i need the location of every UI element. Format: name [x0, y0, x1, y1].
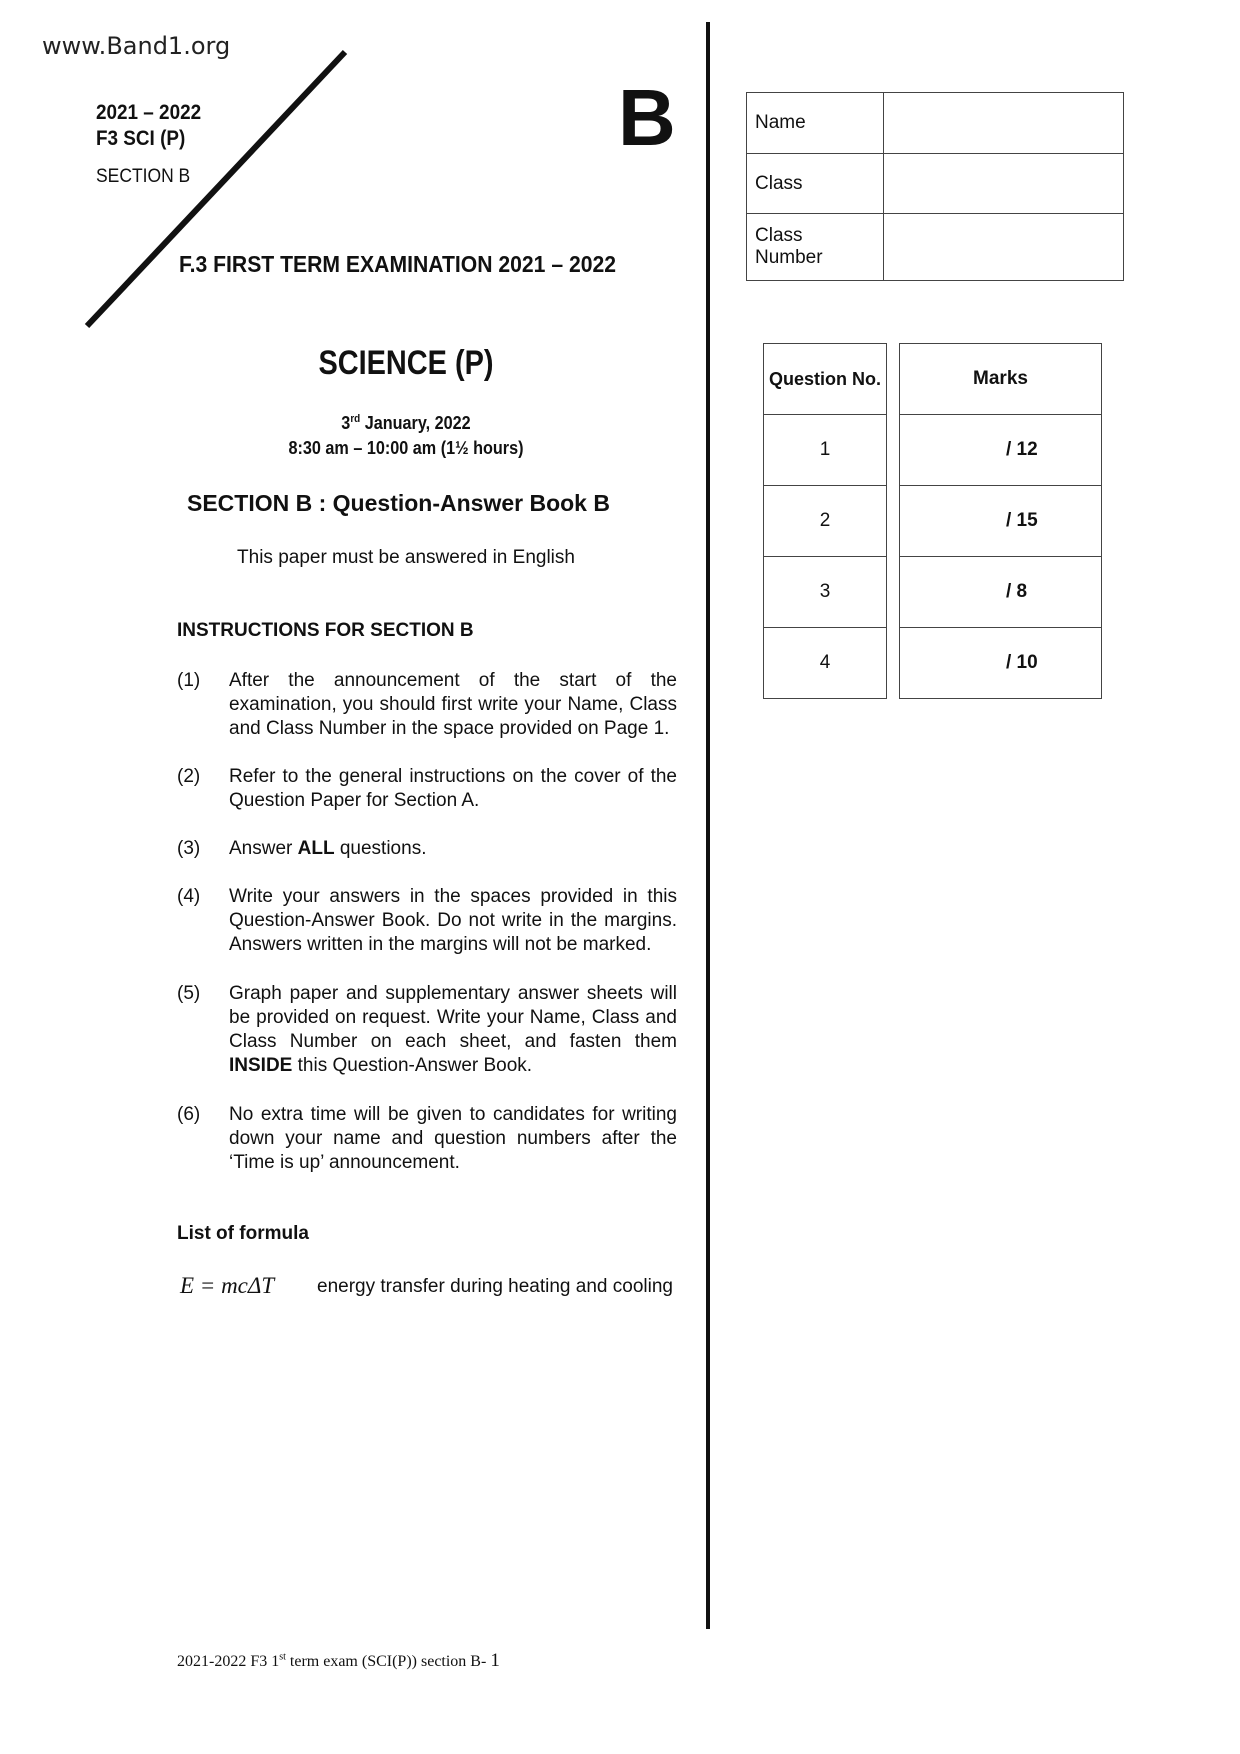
item-text: Refer to the general instructions on the cover of the Question Paper for Section A.: [229, 766, 677, 811]
item-text: Answer ALL questions.: [229, 838, 427, 859]
marks-cell[interactable]: / 10: [900, 628, 1102, 699]
marks-cell[interactable]: / 8: [900, 557, 1102, 628]
date-sup: rd: [350, 413, 361, 425]
exam-time: 8:30 am – 10:00 am (1½ hours): [288, 438, 524, 458]
item-number: (3): [177, 838, 201, 859]
instructions-heading: INSTRUCTIONS FOR SECTION B: [177, 620, 474, 641]
marks-cell[interactable]: / 15: [900, 486, 1102, 557]
item-number: (1): [177, 670, 201, 691]
date-rest: January, 2022: [360, 413, 471, 433]
exam-title: F.3 FIRST TERM EXAMINATION 2021 – 2022: [179, 251, 617, 277]
question-cell: 2: [764, 486, 887, 557]
header-years: 2021 – 2022: [96, 101, 202, 124]
student-info-table: [746, 92, 1124, 281]
class-label: Class: [747, 154, 884, 214]
formula-heading: List of formula: [177, 1223, 309, 1244]
item-text: Graph paper and supplementary answer sheets will be provided on request. Write your Name, Class and Class Number on each sheet, and fasten them INSIDE this Question-Answer Book.: [229, 983, 677, 1076]
item-text: No extra time will be given to candidates for writing down your name and question numbers after the ‘Time is up’ announcement.: [229, 1104, 677, 1173]
header-code: F3 SCI (P): [96, 127, 186, 150]
page-number: 1: [490, 1650, 500, 1671]
instruction-item: [177, 982, 677, 1078]
formula-description: energy transfer during heating and cooling: [317, 1276, 673, 1297]
question-cell: 1: [764, 415, 887, 486]
header-section: SECTION B: [96, 166, 191, 187]
page-divider: [706, 22, 710, 1629]
instruction-item: [177, 1103, 677, 1175]
name-field[interactable]: [884, 93, 1124, 154]
question-cell: 3: [764, 557, 887, 628]
question-cell: 4: [764, 628, 887, 699]
instruction-item: [177, 765, 677, 813]
marks-table: [899, 343, 1102, 699]
date-day: 3: [341, 413, 351, 433]
marks-header: Marks: [900, 344, 1102, 415]
formula: E = mcΔT: [180, 1273, 275, 1298]
name-label: Name: [747, 93, 884, 154]
class-number-field[interactable]: [884, 214, 1124, 281]
item-text: Write your answers in the spaces provided in this Question-Answer Book. Do not write in the margins. Answers written in the margins will not be marked.: [229, 886, 677, 955]
question-header: Question No.: [764, 344, 887, 415]
exam-date: [41, 413, 772, 434]
instruction-item: [177, 669, 677, 741]
marks-cell[interactable]: / 12: [900, 415, 1102, 486]
diagonal-line: [0, 0, 420, 340]
item-number: (5): [177, 983, 201, 1004]
item-number: (4): [177, 886, 201, 907]
item-number: (6): [177, 1104, 201, 1125]
instruction-item: [177, 885, 677, 957]
language-note: This paper must be answered in English: [237, 547, 575, 568]
class-field[interactable]: [884, 154, 1124, 214]
item-text: After the announcement of the start of the examination, you should first write your Name, Class and Class Number in the space provided on Page 1.: [229, 670, 677, 739]
subject-title: SCIENCE (P): [318, 344, 494, 382]
class-number-label: Class Number: [747, 214, 884, 281]
book-letter: B: [618, 73, 676, 162]
page-footer: 2021-2022 F3 1st term exam (SCI(P)) section B- 1: [177, 1650, 500, 1671]
question-number-table: [763, 343, 887, 699]
instruction-item: [177, 837, 677, 861]
section-title: SECTION B : Question-Answer Book B: [187, 490, 610, 516]
item-number: (2): [177, 766, 201, 787]
watermark: www.Band1.org: [42, 32, 231, 60]
